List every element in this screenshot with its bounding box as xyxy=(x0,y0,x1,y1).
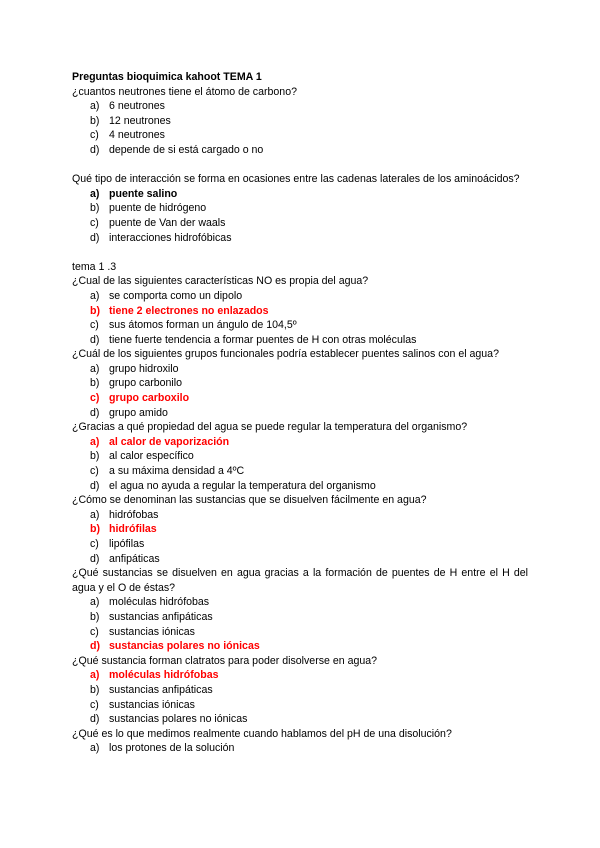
option-label: d) xyxy=(90,479,100,492)
q2-option-a xyxy=(72,187,528,202)
q3-option-b-correct xyxy=(72,304,528,319)
q3-option-d xyxy=(72,333,528,348)
option-label: b) xyxy=(90,610,100,623)
option-text: sustancias anfipáticas xyxy=(109,610,213,623)
q6-option-b-correct xyxy=(72,522,528,537)
section-heading: tema 1 .3 xyxy=(72,260,117,273)
option-text: puente de Van der waals xyxy=(109,216,226,229)
option-label: a) xyxy=(90,100,100,113)
question-8: ¿Qué sustancia forman clatratos para poder disolverse en agua? xyxy=(72,654,378,667)
option-label: b) xyxy=(90,377,100,390)
option-text: sustancias iónicas xyxy=(109,698,195,711)
option-label: c) xyxy=(90,625,99,638)
q1-option-d xyxy=(72,143,528,158)
q7-option-c xyxy=(72,625,528,640)
option-text: lipófilas xyxy=(109,538,145,550)
option-text: hidrófobas xyxy=(109,508,159,521)
q9-option-a xyxy=(72,741,528,756)
question-5: ¿Gracias a qué propiedad del agua se puede regular la temperatura del organismo? xyxy=(72,421,468,434)
option-text: el agua no ayuda a regular la temperatura del organismo xyxy=(109,479,376,492)
option-text: se comporta como un dipolo xyxy=(109,289,243,302)
option-label: c) xyxy=(90,698,99,711)
q5-option-b xyxy=(72,449,528,464)
document-body xyxy=(72,70,528,756)
option-text: anfipáticas xyxy=(109,552,160,565)
option-label: d) xyxy=(90,143,100,156)
q4-option-c-correct xyxy=(72,391,528,406)
q4-option-b xyxy=(72,376,528,391)
option-label: d) xyxy=(90,713,100,726)
spacer xyxy=(72,245,528,260)
question-4: ¿Cuál de los siguientes grupos funcionales podría establecer puentes salinos con el agua? xyxy=(72,348,499,361)
option-label: c) xyxy=(90,465,99,478)
q7-option-d-correct xyxy=(72,639,528,654)
option-label: a) xyxy=(90,362,100,375)
option-label: d) xyxy=(90,333,100,346)
q3-option-c xyxy=(72,318,528,333)
option-label: a) xyxy=(90,596,100,609)
option-text: grupo carboxilo xyxy=(109,392,190,405)
option-label: d) xyxy=(90,552,100,565)
option-label: a) xyxy=(90,669,100,682)
option-text: 4 neutrones xyxy=(109,129,165,142)
option-text: 12 neutrones xyxy=(109,114,171,127)
question-7: ¿Qué sustancias se disuelven en agua gracias a la formación de puentes de H entre el H del agua y el O de éstas? xyxy=(72,567,528,594)
q6-option-a xyxy=(72,508,528,523)
option-text: sustancias anfipáticas xyxy=(109,683,213,696)
q1-option-b xyxy=(72,114,528,129)
option-text: al calor específico xyxy=(109,450,194,463)
option-label: b) xyxy=(90,683,100,696)
q4-option-d xyxy=(72,406,528,421)
option-label: d) xyxy=(90,406,100,419)
option-label: c) xyxy=(90,538,99,550)
option-text: moléculas hidrófobas xyxy=(109,669,219,682)
spacer xyxy=(72,158,528,173)
option-text: sustancias iónicas xyxy=(109,625,195,638)
q3-option-a xyxy=(72,289,528,304)
q7-option-a xyxy=(72,595,528,610)
q8-option-b xyxy=(72,683,528,698)
q5-option-c xyxy=(72,464,528,479)
option-text: los protones de la solución xyxy=(109,742,235,755)
question-1: ¿cuantos neutrones tiene el átomo de carbono? xyxy=(72,85,297,98)
q6-option-c xyxy=(72,537,528,552)
option-text: depende de si está cargado o no xyxy=(109,143,264,156)
option-text: a su máxima densidad a 4ºC xyxy=(109,465,245,478)
option-text: grupo carbonilo xyxy=(109,377,183,390)
q6-option-d xyxy=(72,552,528,567)
q8-option-a-correct xyxy=(72,668,528,683)
option-text: al calor de vaporización xyxy=(109,435,230,448)
option-text: tiene 2 electrones no enlazados xyxy=(109,304,269,317)
option-label: c) xyxy=(90,216,99,229)
option-label: d) xyxy=(90,231,100,244)
option-text: interacciones hidrofóbicas xyxy=(109,231,232,244)
q2-option-d xyxy=(72,231,528,246)
q7-option-b xyxy=(72,610,528,625)
option-text: puente de hidrógeno xyxy=(109,202,207,215)
option-label: c) xyxy=(90,319,99,332)
option-text: moléculas hidrófobas xyxy=(109,596,210,609)
option-text: 6 neutrones xyxy=(109,100,165,113)
q8-option-c xyxy=(72,698,528,713)
option-text: sus átomos forman un ángulo de 104,5º xyxy=(109,319,297,332)
q5-option-d xyxy=(72,479,528,494)
q5-option-a-correct xyxy=(72,435,528,450)
option-label: d) xyxy=(90,640,100,653)
option-label: b) xyxy=(90,202,100,215)
option-text: hidrófilas xyxy=(109,523,157,536)
option-label: b) xyxy=(90,114,100,127)
option-label: b) xyxy=(90,304,100,317)
option-text: sustancias polares no iónicas xyxy=(109,713,248,726)
option-text: tiene fuerte tendencia a formar puentes de H con otras moléculas xyxy=(109,333,417,346)
option-label: a) xyxy=(90,435,100,448)
q2-option-b xyxy=(72,201,528,216)
option-label: b) xyxy=(90,450,100,463)
option-text: grupo amido xyxy=(109,406,168,419)
option-label: a) xyxy=(90,742,100,755)
question-3: ¿Cual de las siguientes características NO es propia del agua? xyxy=(72,275,369,288)
question-6: ¿Cómo se denominan las sustancias que se disuelven fácilmente en agua? xyxy=(72,494,427,507)
option-label: b) xyxy=(90,523,100,536)
q1-option-a xyxy=(72,99,528,114)
q8-option-d xyxy=(72,712,528,727)
option-text: sustancias polares no iónicas xyxy=(109,640,260,653)
q1-option-c xyxy=(72,128,528,143)
q2-option-c xyxy=(72,216,528,231)
question-9: ¿Qué es lo que medimos realmente cuando hablamos del pH de una disolución? xyxy=(72,727,452,740)
option-label: a) xyxy=(90,187,100,200)
option-label: c) xyxy=(90,129,99,142)
q4-option-a xyxy=(72,362,528,377)
option-text: grupo hidroxilo xyxy=(109,362,179,375)
option-label: c) xyxy=(90,392,100,405)
question-2: Qué tipo de interacción se forma en ocasiones entre las cadenas laterales de los aminoácidos? xyxy=(72,173,520,186)
option-label: a) xyxy=(90,508,100,521)
option-text: puente salino xyxy=(109,187,178,200)
option-label: a) xyxy=(90,289,100,302)
document-title: Preguntas bioquimica kahoot TEMA 1 xyxy=(72,71,262,83)
